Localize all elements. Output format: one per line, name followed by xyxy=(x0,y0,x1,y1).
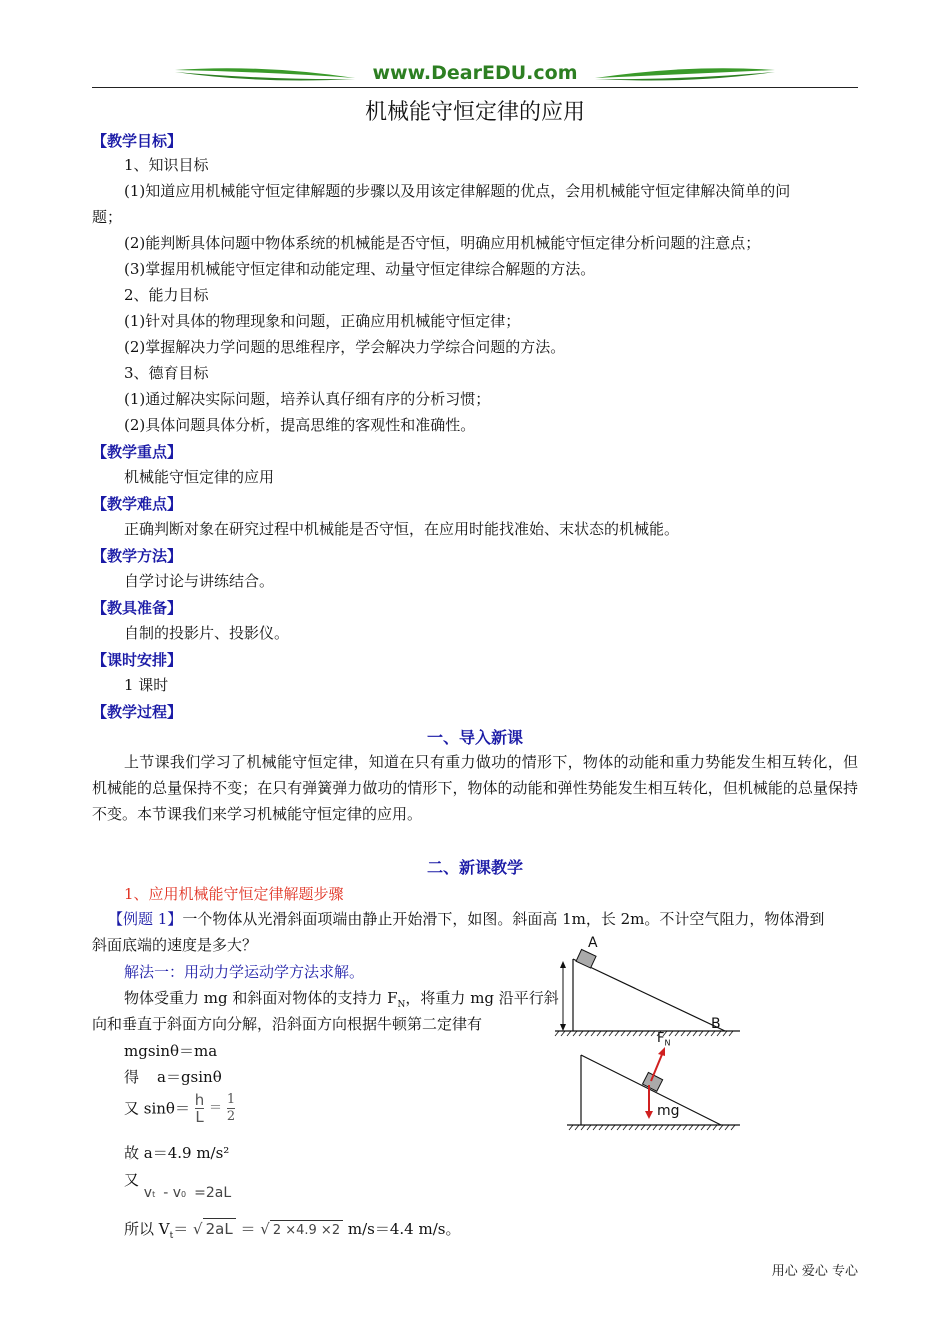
equation-5-rhs: =2aL xyxy=(194,1185,232,1201)
example-cont: 斜面底端的速度是多大？ xyxy=(92,936,258,954)
equation-5-v: v xyxy=(143,1185,153,1201)
equation-5-minus-v: - v xyxy=(163,1185,182,1201)
moral-2: (2)具体问题具体分析，提高思维的客观性和准确性。 xyxy=(124,416,476,434)
equation-6-prefix: 所以 V xyxy=(124,1220,170,1238)
equation-1: mgsinθ＝ma xyxy=(124,1042,218,1060)
ability-1: (1)针对具体的物理现象和问题，正确应用机械能守恒定律； xyxy=(124,312,521,330)
fraction-den-l: L xyxy=(195,1108,204,1126)
fraction-den-2: 2 xyxy=(226,1109,236,1124)
moral-1: (1)通过解决实际问题，培养认真仔细有序的分析习惯； xyxy=(124,390,491,408)
schedule-text: 1 课时 xyxy=(124,676,169,694)
equation-6-result: m/s＝4.4 m/s。 xyxy=(343,1220,461,1238)
method-text: 自学讨论与讲练结合。 xyxy=(124,572,275,590)
fraction-h-over-l xyxy=(195,1092,205,1125)
solution-1-title: 解法一：用动力学运动学方法求解。 xyxy=(124,963,365,981)
equation-4: 故 a＝4.9 m/s² xyxy=(124,1144,230,1162)
example-line xyxy=(108,909,824,929)
label-b: B xyxy=(711,1016,721,1032)
schedule-heading: 【课时安排】 xyxy=(92,651,183,669)
analysis-line-2: 向和垂直于斜面方向分解，沿斜面方向根据牛顿第二定律有 xyxy=(92,1015,483,1033)
page-title: 机械能守恒定律的应用 xyxy=(364,100,585,125)
equation-6-subscript: t xyxy=(169,1231,174,1241)
equation-5: 又 vt - v0 =2aL xyxy=(124,1171,232,1201)
intro-paragraph: 上节课我们学习了机械能守恒定律，知道在只有重力做功的情形下，物体的动能和重力势能发生相互转化，但机械能的总量保持不变；在只有弹簧弹力做功的情形下，物体的动能和弹性势能发生相互转化，但机械能的总量保持不变。本节课我们来学习机械能守恒定律的应用。 xyxy=(92,753,858,823)
knowledge-title: 1、知识目标 xyxy=(124,156,209,174)
method-heading: 【教学方法】 xyxy=(92,547,183,565)
label-a: A xyxy=(588,935,598,951)
tools-heading: 【教具准备】 xyxy=(92,599,183,617)
equation-6-equals-2: ＝ xyxy=(240,1220,256,1238)
equation-2-body: a＝gsinθ xyxy=(157,1068,222,1086)
equation-6-equals: ＝ xyxy=(173,1220,189,1238)
label-fn-sub: N xyxy=(664,1038,671,1048)
objectives-heading: 【教学目标】 xyxy=(92,132,183,150)
tools-text: 自制的投影片、投影仪。 xyxy=(124,624,290,642)
incline-figure xyxy=(545,935,745,1135)
analysis-text-1-end: ，将重力 mg 沿平行斜 xyxy=(405,989,559,1007)
analysis-text-1: 物体受重力 mg 和斜面对物体的支持力 F xyxy=(124,989,398,1007)
equation-2 xyxy=(124,1067,222,1087)
fraction-one-half xyxy=(227,1092,235,1125)
knowledge-2: (2)能判断具体问题中物体系统的机械能是否守恒，明确应用机械能守恒定律分析问题的注意点； xyxy=(124,234,761,252)
logo-text: www.DearEDU.com xyxy=(372,62,578,84)
label-fn xyxy=(657,1031,670,1048)
equation-6 xyxy=(124,1218,460,1246)
key-point-text: 机械能守恒定律的应用 xyxy=(124,468,275,486)
process-heading: 【教学过程】 xyxy=(92,703,183,721)
difficulty-text: 正确判断对象在研究过程中机械能是否守恒，在应用时能找准始、末状态的机械能。 xyxy=(124,520,680,538)
fraction-num-h: h xyxy=(194,1091,205,1109)
section-1-title: 一、导入新课 xyxy=(426,728,523,747)
footer-motto: 用心 爱心 专心 xyxy=(771,1264,858,1279)
analysis-subscript: N xyxy=(397,1000,406,1010)
moral-title: 3、德育目标 xyxy=(124,364,209,382)
analysis-line-1 xyxy=(124,988,559,1015)
sqrt-2al: 2aL xyxy=(203,1218,236,1239)
equation-3-prefix: 又 sinθ＝ xyxy=(124,1099,190,1118)
header-logo xyxy=(170,62,780,88)
key-point-heading: 【教学重点】 xyxy=(92,443,183,461)
header-rule xyxy=(92,87,858,88)
fraction-num-1: 1 xyxy=(226,1092,236,1107)
equation-3-equals: ＝ xyxy=(209,1100,223,1116)
label-fn-f: F xyxy=(657,1031,665,1046)
knowledge-1-cont: 题； xyxy=(92,208,123,226)
step-title: 1、应用机械能守恒定律解题步骤 xyxy=(124,885,344,903)
sqrt-numeric: 2 ×4.9 ×2 xyxy=(270,1220,343,1241)
equation-2-prefix: 得 xyxy=(124,1068,140,1086)
ability-title: 2、能力目标 xyxy=(124,286,209,304)
sqrt-sign-2: √ xyxy=(260,1220,270,1238)
equation-5-prefix: 又 xyxy=(124,1171,140,1189)
equation-3 xyxy=(124,1092,235,1125)
incline-diagram xyxy=(545,935,745,1135)
sqrt-sign-1: √ xyxy=(193,1220,203,1238)
example-label: 【例题 1】 xyxy=(108,910,183,928)
knowledge-1: (1)知道应用机械能守恒定律解题的步骤以及用该定律解题的优点，会用机械能守恒定律解决简单的问 xyxy=(124,182,791,200)
difficulty-heading: 【教学难点】 xyxy=(92,495,183,513)
section-2-title: 二、新课教学 xyxy=(426,858,523,877)
example-text: 一个物体从光滑斜面项端由静止开始滑下，如图。斜面高 1m，长 2m。不计空气阻力，物体滑到 xyxy=(182,910,825,928)
knowledge-3: (3)掌握用机械能守恒定律和动能定理、动量守恒定律综合解题的方法。 xyxy=(124,260,596,278)
ability-2: (2)掌握解决力学问题的思维程序，学会解决力学综合问题的方法。 xyxy=(124,338,566,356)
label-mg: mg xyxy=(657,1103,680,1119)
